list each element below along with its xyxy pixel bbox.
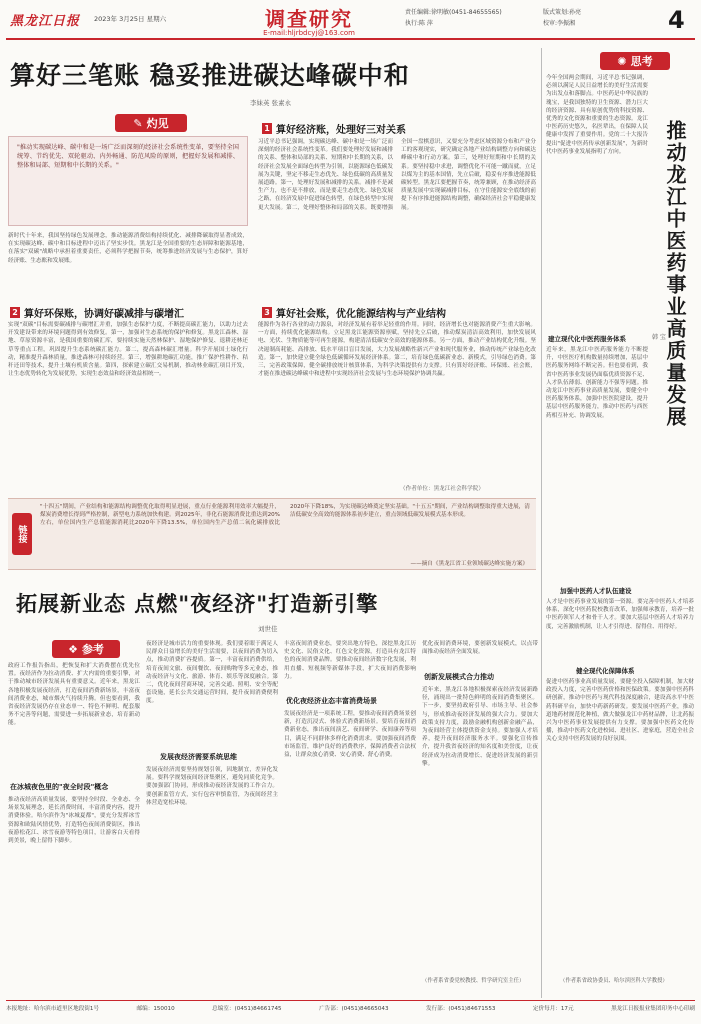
thinking-tag	[600, 52, 670, 70]
footer-rule	[6, 1000, 695, 1001]
side-byline: 韩 宝	[652, 334, 666, 341]
pull-quote: "推动实现碳达峰、碳中和是一场广泛而深刻的经济社会系统性变革，要坚持全国统筹、节约优先、双轮驱动、内外畅通、防范风险的原则，把握好发展和减排、整体和局部、短期和中长期的关系。"	[17, 144, 239, 169]
side-sub2: 加强中医药人才队伍建设	[560, 587, 632, 595]
editor-credit: 责任编辑:徐明敏(0451-84655565)	[405, 9, 502, 16]
bottom-credit: （作者系省委党校教授、哲学研究室主任）	[422, 978, 525, 984]
footer	[6, 1004, 695, 1018]
footer-address: 本报地址：哈尔滨市道里区地段街1号	[6, 1006, 100, 1012]
bottom-col1-body2: 推动夜经济高质量发展，要坚持全时段、全业态、全场景发展理念，延长消费时间，丰富消费内容，提升消费体验。哈尔滨作为"冰城夏都"，要充分发挥冰雪资源和欧陆风情优势，打造特色夜间消费街区，推出夜游松花江、冰雪夜游等特色项目，让游客白天看得到美景，晚上留得下脚步。	[8, 797, 140, 845]
bottom-article-byline: 刘世佳	[258, 625, 278, 633]
link-tag: 链接	[12, 513, 32, 555]
sec3-credit: （作者单位：黑龙江社会科学院）	[400, 486, 484, 492]
insight-tag	[115, 114, 187, 132]
sec1-body: 习近平总书记强调，实现碳达峰、碳中和是一场广泛而深刻的经济社会系统性变革。我们要处理好发展和减排的关系、整体和局部的关系、短期和中长期的关系，以经济社会发展全面绿色转型为引领，以能源绿色低碳发展为关键，坚定不移走生态优先、绿色低碳的高质量发展道路。第一，处理好发展和减排的关系。减排不是减生产力，也不是不排放，而是要走生态优先、绿色发展之路，在经济发展中促进绿色转型，在绿色转型中实现更大发展。第二，处理好整体和局部的关系。既要增强全国一盘棋意识，又要充分考虑区域资源分布和产业分工的客观现实，研究确定各地产业结构调整方向和碳达峰碳中和行动方案。第三，处理好短期和中长期的关系。要坚持稳中求进，调整优化不可能一蹴而就，立足以煤为主的基本国情，先立后破，稳妥有序推进能源低碳转型。黑龙江要把握节奏，统筹兼顾，在推动经济高质量发展中实现碳减排目标，在守住能源安全底线的前提下有序推进能源结构调整，确保经济社会平稳健康发展。	[258, 139, 536, 211]
thinking-icon: ✺	[617, 54, 627, 68]
side-headline: 推动龙江中医药事业高质量发展	[663, 120, 687, 428]
side-body4: 促进中医药事业高质量发展，要健全投入保障机制，加大财政投入力度，完善中医药价格和医保政策。要加强中医药科研创新，推动中医药与现代科技深度融合，建设高水平中医药科研平台，加快中药新药研发。要发展中医药产业，推动道地药材规范化种植，做大做强龙江中药材品牌，让北药振兴为中医药事业发展提供有力支撑。要加强中医药文化传播，推动中医药文化进校园、进社区、进家庭，营造全社会关心支持中医药发展的良好氛围。	[546, 679, 694, 743]
paper-name-logo: 黑龙江日报	[10, 14, 81, 29]
masthead	[0, 0, 701, 40]
insight-icon: ✎	[133, 116, 143, 130]
designer-credit: 版式策划:孙亮	[543, 9, 582, 16]
link-body: "十四五"期间，产业结构和能源结构调整优化取得明显进展，重点行业能源利用效率大幅提升，煤炭消费增长得到严格控制，新型电力系统加快构建。到2025年，非化石能源消费比重达到20%左右，单位国内生产总值能源消耗比2020年下降13.5%，单位国内生产总值二氧化碳排放比2020年下降18%，为实现碳达峰奠定坚实基础。"十五五"期间，产业结构调整取得重大进展，清洁低碳安全高效的能源体系初步建立，重点领域低碳发展模式基本形成。	[40, 504, 530, 527]
side-sub3: 健全现代化保障体系	[576, 667, 635, 675]
top-article-headline: 算好三笔账 稳妥推进碳达峰碳中和	[10, 61, 410, 90]
sec3-number: 3	[262, 307, 272, 318]
issue-date: 2023年 3月25日 星期六	[94, 15, 167, 23]
bottom-col2-body2: 发展夜经济需要坚持规划引领，因地制宜，差异化发展。要科学规划夜间经济集聚区，避免同质化竞争。要加强部门协同，形成推动夜经济发展的工作合力。要创新监管方式，实行包容审慎监管，为夜间经营主体营造宽松环境。	[146, 767, 278, 806]
bottom-col3-body2: 发展夜经济是一项系统工程，要推动夜间消费场景创新，打造沉浸式、体验式消费新场景。要培育夜间消费新业态，推出夜间演艺、夜间研学、夜间康养等项目，满足不同群体多样化消费需求。要加强夜间消费市场监管，维护良好的消费秩序，保障消费者合法权益，让群众放心消费、安心消费、舒心消费。	[284, 711, 416, 759]
section-title: 调查研究	[265, 7, 353, 31]
sec2-number: 2	[10, 307, 20, 318]
thinking-tag-label: 思考	[630, 55, 653, 68]
editor2-credit: 校审:李振湘	[543, 20, 576, 27]
side-credit: （作者系省政协委员、哈尔滨医科大学教授）	[560, 978, 668, 984]
footer-postcode: 邮编：150010	[136, 1006, 175, 1012]
sec3-title: 算好社会账，优化能源结构与产业结构	[276, 309, 446, 320]
pull-quote-body: 新时代十年来，我国坚持绿色发展理念，推动能源消费结构持续优化、减排降碳取得显著成效，在实现碳达峰、碳中和目标进程中迈出了坚实步伐。黑龙江是全国重要的生态屏障和能源基地，在落实"双碳"战略中承担着重要责任，必须科学把握节奏，统筹推进经济发展与生态保护，算好经济账、生态账和发展账。	[8, 233, 248, 264]
section-email: E-mail:hljrbdcyj@163.com	[263, 29, 355, 37]
main-divider	[541, 48, 542, 998]
bottom-col1-body: 政府工作报告指出，把恢复和扩大消费摆在优先位置。夜经济作为拉动消费、扩大内需的重要引擎，对于推动城市经济发展具有重要意义。近年来，黑龙江各地积极发展夜经济，打造夜间消费新场景，丰富夜间消费业态，城市烟火气持续升腾。但也要看到，我省夜经济发展仍存在业态单一、特色不鲜明、配套服务不完善等问题，需要进一步拓展新业态，培育新动能。	[8, 663, 140, 727]
sec2-heading	[10, 305, 250, 320]
side-body3: 人才是中医药事业发展的第一资源。要完善中医药人才培养体系，深化中医药院校教育改革，加强师承教育，培养一批中医药领军人才和骨干人才。要加大基层中医药人才培养力度，完善激励机制，让人才引得进、留得住、用得好。	[546, 599, 694, 630]
sec3-body: 能源作为各行各业的动力源泉，对经济发展有着举足轻重的作用。同时，经济增长也对能源消费产生重大影响。一方面，持续优化能源结构。立足黑龙江能源资源禀赋，坚持先立后破，推动煤炭清洁高效利用，加快发展风电、光伏、生物质能等可再生能源，构建清洁低碳安全高效的能源体系。另一方面，推动产业结构优化升级。坚决遏制高耗能、高排放、低水平项目盲目发展，大力发展战略性新兴产业和现代服务业，推动传统产业绿色化改造。第一，加快建立健全绿色低碳循环发展经济体系。第二，培育绿色低碳新业态、新模式，引导绿色消费。第三，完善政策保障，健全碳排放统计核算体系，为科学决策提供有力支撑。只有算好经济账、环保账、社会账，才能在推进碳达峰碳中和进程中实现经济社会发展与生态环境保护协调共赢。	[258, 322, 536, 378]
sec1-number: 1	[262, 123, 272, 134]
reference-tag-label: 参考	[81, 643, 104, 656]
masthead-rule	[6, 38, 695, 40]
footer-price: 定价每月：17元	[532, 1006, 574, 1012]
footer-printer: 黑龙江日报报业集团印务中心印刷	[611, 1006, 695, 1012]
side-sub1: 建立现代化中医药服务体系	[548, 335, 626, 343]
link-credit: ——摘自《黑龙江省工业领域碳达峰实施方案》	[410, 561, 528, 567]
sec1-heading	[262, 121, 562, 136]
sec2-title: 算好环保账，协调好碳减排与碳增汇	[24, 309, 184, 320]
bottom-sub1: 在冰城夜色里的"夜全时段"概念	[10, 783, 109, 791]
bottom-col3-body: 丰富夜间消费业态，要突出地方特色，深挖黑龙江历史文化、民俗文化、红色文化资源，打造具有龙江特色的夜间消费品牌。要推动夜间经济数字化发展，利用直播、短视频等新媒体手段，扩大夜间消费影响力。	[284, 641, 416, 680]
side-body1: 今年全国两会期间，习近平总书记强调，必须以满足人民日益增长的美好生活需要为出发点和落脚点。中医药是中华民族的瑰宝，是我国独特的卫生资源、潜力巨大的经济资源、具有原创优势的科技资源、优秀的文化资源和重要的生态资源。龙江中医药历史悠久，名医辈出，在保障人民健康中发挥了重要作用。党的二十大报告提出"促进中医药传承创新发展"，为新时代中医药事业发展指明了方向。	[546, 75, 648, 155]
bottom-sub2: 发展夜经济需要系统思维	[160, 753, 237, 761]
reference-tag	[52, 640, 120, 658]
side-body2: 近年来，黑龙江中医药服务能力不断提升，中医医疗机构数量持续增加，基层中医药服务网络不断完善。但也要看到，我省中医药事业发展仍面临优质资源不足、人才队伍薄弱、创新能力不强等问题。推动龙江中医药事业高质量发展，要健全中医药服务体系，加强中医医院建设，提升基层中医药服务能力，推动中医药与西医药相互补充、协调发展。	[546, 347, 648, 419]
footer-dist-phone: 发行部：(0451)84671553	[425, 1006, 496, 1012]
bottom-sub4: 创新发展模式合力推动	[424, 673, 494, 681]
sec1-title: 算好经济账，处理好三对关系	[276, 125, 406, 136]
bottom-sub3: 优化夜经济业态丰富消费场景	[286, 697, 377, 705]
bottom-col4-body2: 近年来，黑龙江各地积极探索夜经济发展新路径，涌现出一批特色鲜明的夜间消费集聚区。下一步，要坚持政府引导、市场主导、社会参与，形成推动夜经济发展的强大合力。要加大政策支持力度，鼓励金融机构创新金融产品，为夜间经营主体提供资金支持。要加强人才培养，提升夜间经济服务水平。要强化宣传推介，提升我省夜经济的知名度和美誉度，让夜经济成为拉动消费增长、促进经济发展的新引擎。	[422, 687, 538, 767]
bottom-article-headline: 拓展新业态 点燃"夜经济"打造新引擎	[16, 592, 379, 616]
proofreader-credit: 执行:陈 萍	[405, 20, 433, 27]
footer-phone: 总编室：(0451)84661745	[212, 1006, 282, 1012]
sec3-heading	[262, 305, 542, 320]
bottom-col2-body: 夜经济是城市活力的重要体现。我们要着眼于满足人民群众日益增长的美好生活需要，以夜间消费为切入点，推动消费扩容提质。第一，丰富夜间消费供给，培育夜间文旅、夜间餐饮、夜间购物等多元业态，推动夜经济与文化、旅游、体育、娱乐等深度融合。第二，优化夜间营商环境，完善交通、照明、安全等配套设施，延长公共交通运营时间，提升夜间消费便利度。	[146, 641, 278, 705]
bottom-col4-body: 优化夜间消费环境，要创新发展模式，以点带面推动夜经济全面发展。	[422, 641, 538, 656]
top-article-byline: 李妹英 张素永	[250, 99, 292, 107]
page-number: 4	[668, 6, 685, 34]
pull-quote-box	[8, 136, 248, 226]
link-box	[8, 498, 536, 570]
insight-tag-label: 灼见	[146, 117, 169, 130]
footer-ad-phone: 广告部：(0451)84665043	[319, 1006, 389, 1012]
reference-icon: ❖	[68, 642, 78, 656]
sec2-body: 实现"双碳"目标需要碳减排与碳增汇并重，加强生态保护力度，不断提高碳汇能力，以助力过去开发建设带来的环境问题得到有效修复。第一，加强对生态系统的保护和修复。黑龙江森林、湿地、草原资源丰富，是我国重要的碳汇库，要持续实施天然林保护、湿地保护修复、退耕还林还草等重点工程，巩固提升生态系统碳汇能力。第二，提高森林碳汇增量。科学开展国土绿化行动，精准提升森林质量，推进森林可持续经营。第三，增强耕地碳汇功能，推广保护性耕作、秸秆还田等技术，提升土壤有机质含量。第四，探索建立碳汇交易机制，推动林业碳汇项目开发，让生态优势转化为发展优势，实现生态效益和经济效益相统一。	[8, 322, 248, 378]
